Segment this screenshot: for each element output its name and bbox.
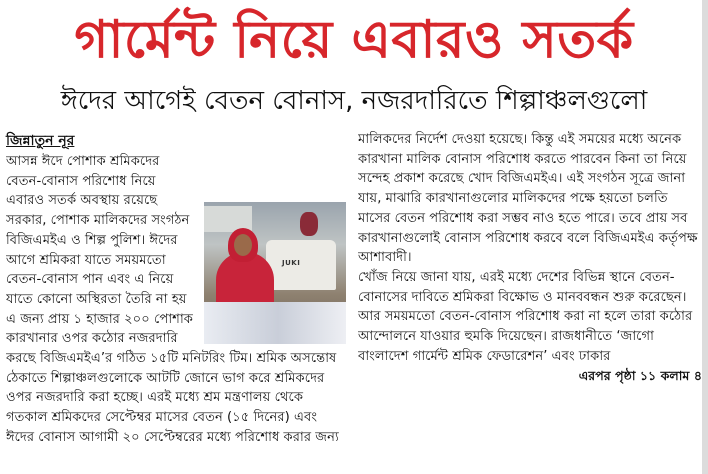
- left-column-paragraph: আসন্ন ঈদে পোশাক শ্রমিকদের বেতন-বোনাস পরিশোধ নিয়ে এবারও সতর্ক অবস্থায় রয়েছে সরকার, পোশাক মালিকদের সংগঠন বিজিএমইএ ও শিল্প পুলিশ। ঈদের আগে শ্রমিকরা যাতে সময়মতো বেতন-বোনাস পান এবং এ নিয়ে যাতে কোনো অস্থিরতা তৈরি না হয় এ জন্য প্রায় ১ হাজার ২০০ পোশাক কারখানার ওপর কঠোর নজরদারি করছে বিজিএমইএ’র গঠিত ১৫টি মনিটরিং টিম। শ্রমিক অসন্তোষ ঠেকাতে শিল্পাঞ্চলগুলোকে আটটি জোনে ভাগ করে শ্রমিকদের ওপর নজরদারি করা হচ্ছে। এরই মধ্যে শ্রম মন্ত্রণালয় থেকে গতকাল শ্রমিকদের সেপ্টেম্বর মাসের বেতন (১৫ দিনের) এবং ঈদের বোনাস আগামী ২০ সেপ্টেম্বরের মধ্যে পরিশোধ করার জন্য: [6, 154, 339, 445]
- fabric: [204, 302, 346, 344]
- machine-brand-label: JUKI: [282, 259, 301, 267]
- article-column-left: [6, 152, 346, 464]
- headline: গার্মেন্ট নিয়ে এবারও সতর্ক: [74, 10, 634, 70]
- article-column-right: [358, 130, 702, 464]
- right-column-paragraph-1: মালিকদের নির্দেশ দেওয়া হয়েছে। কিন্তু এই সময়ের মধ্যে অনেক কারখানা মালিক বোনাস পরিশোধ করতে পারবেন কিনা তা নিয়ে সন্দেহ প্রকাশ করেছে খোদ বিজিএমইএ। এই সংগঠন সূত্রে জানা যায়, মাঝারি কারখানাগুলোর মালিকদের পক্ষে হয়তো চলতি মাসের বেতন পরিশোধ করা সম্ভব নাও হতে পারে। তবে প্রায় সব কারখানাগুলোই বোনাস পরিশোধ করবে বলে বিজিএমইএ কর্তৃপক্ষ আশাবাদী।: [358, 132, 698, 266]
- garment-worker-photo: [204, 202, 346, 344]
- byline: জিন্নাতুন নূর: [6, 133, 75, 149]
- right-column-paragraph-2: খোঁজ নিয়ে জানা যায়, এরই মধ্যে দেশের বিভিন্ন স্থানে বেতন-বোনাসের দাবিতে শ্রমিকরা বিক্ষোভ ও মানববন্ধন শুরু করেছেন। আর সময়মতো বেতন-বোনাস পরিশোধ করা না হলে তারা কঠোর আন্দোলনে যাওয়ার হুমকি দিয়েছেন। রাজধানীতে ‘জাগো বাংলাদেশ গার্মেন্ট শ্রমিক ফেডারেশন’ এবং ঢাকার: [358, 269, 693, 364]
- continuation-line: [358, 366, 702, 386]
- background-worker: [300, 212, 318, 236]
- continuation-note: এরপর পৃষ্ঠা ১১ কলাম ৪: [578, 368, 702, 384]
- sewing-machine: [266, 240, 336, 290]
- adjacent-column-edge: [702, 0, 708, 474]
- worker-face: [234, 234, 252, 256]
- subheadline: ঈদের আগেই বেতন বোনাস, নজরদারিতে শিল্পাঞ্চলগুলো: [60, 86, 648, 116]
